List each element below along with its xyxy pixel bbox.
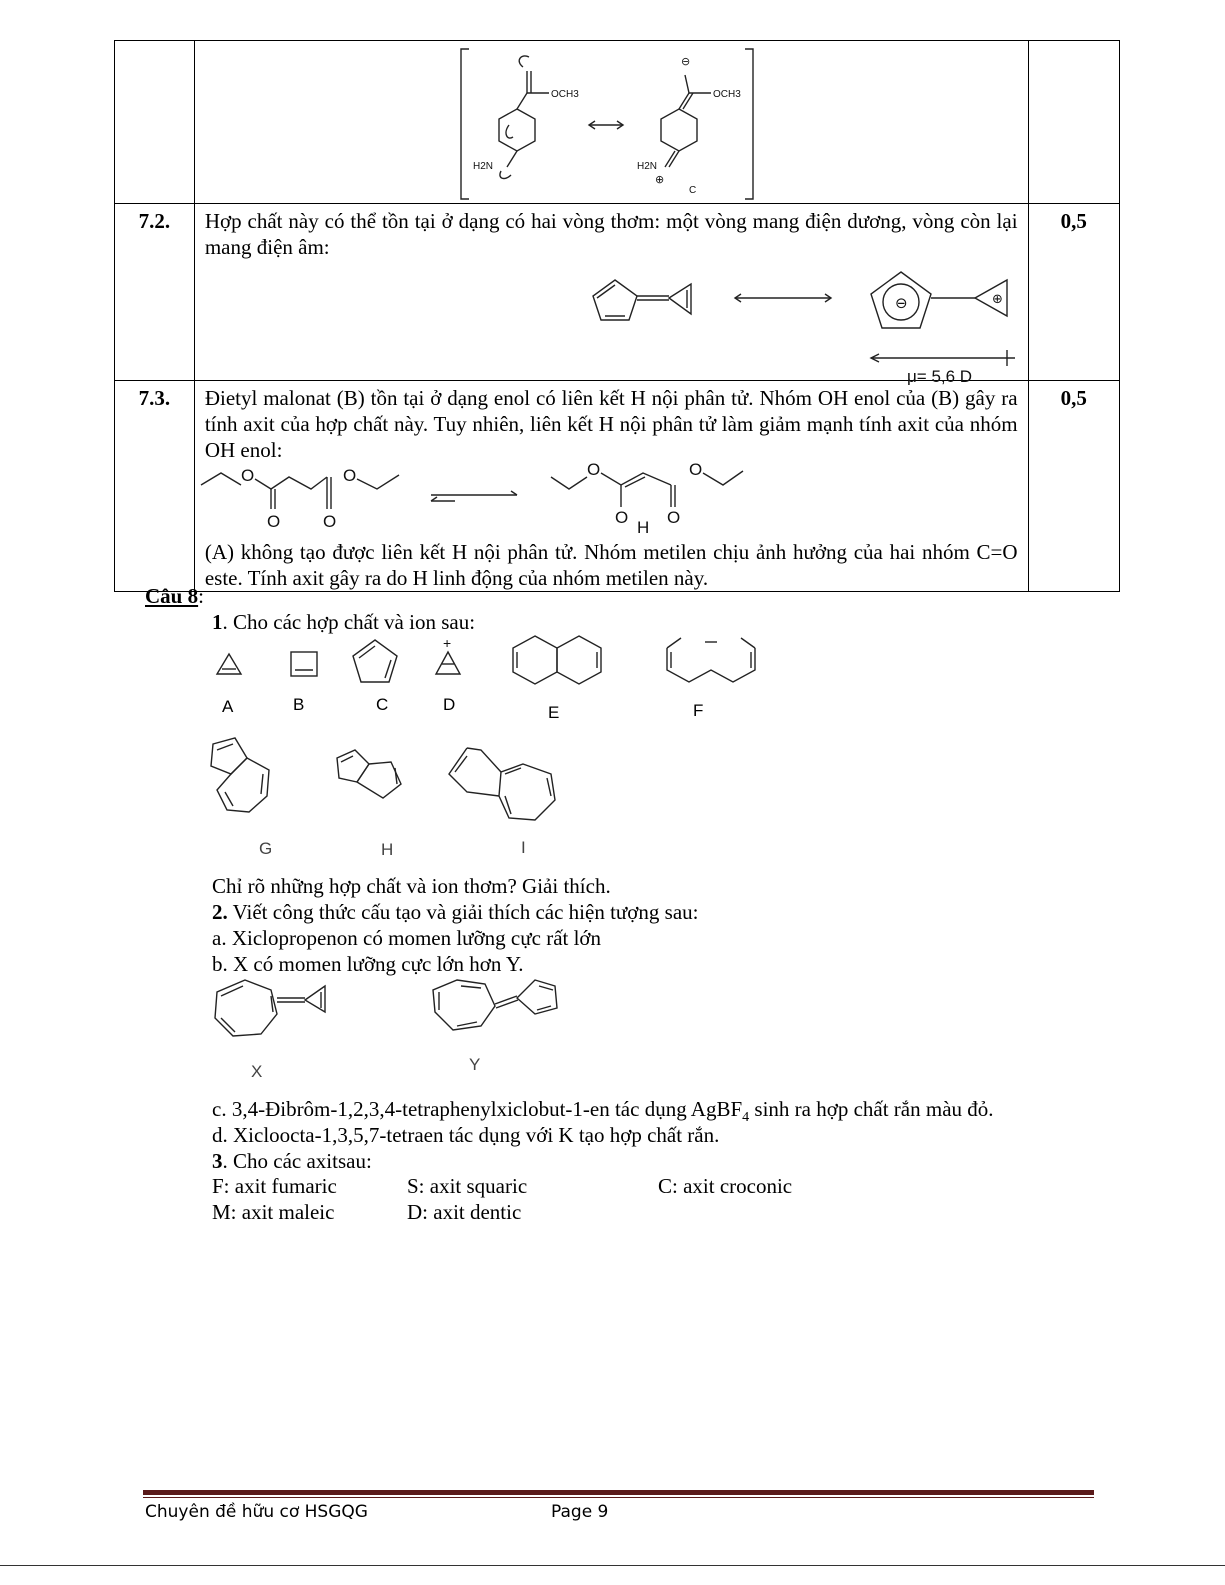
acid-item: D: axit dentic (407, 1200, 522, 1224)
table-row (115, 41, 1120, 204)
table-row (115, 204, 1120, 381)
compound-label-x: X (251, 1062, 263, 1081)
item-c-text: c. 3,4-Đibrôm-1,2,3,4-tetraphenylxiclobut-1-en tác dụng AgBF (212, 1097, 743, 1121)
question-8-colon: : (198, 584, 204, 608)
row-score-cell (1028, 41, 1119, 204)
svg-text:O: O (688, 460, 703, 479)
compound-label-a: A (222, 697, 234, 716)
acid-item: C: axit croconic (658, 1174, 793, 1198)
svg-text:O: O (322, 512, 337, 531)
compounds-a-f-diagram (205, 628, 765, 718)
answer-table (114, 40, 1120, 592)
item-c-subscript: 4 (742, 1110, 750, 1126)
svg-text:O: O (614, 508, 629, 527)
footer-rule-thin (143, 1497, 1094, 1498)
part-1-question: Chỉ rõ những hợp chất và ion thơm? Giải thích. (212, 874, 611, 898)
mol-label-plus: ⊕ (654, 174, 665, 186)
svg-text:O: O (342, 466, 357, 485)
mol-label-c: C (688, 185, 697, 196)
item-b: b. X có momen lưỡng cực lớn hơn Y. (212, 952, 524, 976)
compound-label-h: H (381, 840, 394, 859)
row-number-cell (115, 41, 195, 204)
svg-text:⊕: ⊕ (991, 291, 1003, 306)
part-1-text: . Cho các hợp chất và ion sau: (222, 610, 476, 634)
dipole-moment-label: μ= 5,6 D (906, 367, 972, 386)
mol-label-h2n-right: H2N (636, 161, 657, 172)
page-bottom-edge (0, 1565, 1225, 1566)
row-number-cell: 7.2. (115, 204, 195, 381)
svg-text:O: O (666, 508, 681, 527)
row-text: Hợp chất này có thể tồn tại ở dạng có hai vòng thơm: một vòng mang điện dương, vòng còn lại mang điện âm: (204, 209, 1018, 259)
row-number-cell: 7.3. (115, 381, 195, 592)
mol-label-h2n-left: H2N (472, 161, 493, 172)
row-body-cell (194, 41, 1028, 204)
compound-label-g: G (259, 839, 273, 858)
svg-text:H: H (636, 518, 650, 537)
question-8-heading (145, 583, 204, 609)
dipole-structure-diagram (195, 260, 1026, 386)
part-3-line (212, 1148, 372, 1174)
question-8-title: Câu 8 (145, 584, 199, 608)
footer-rule (143, 1490, 1094, 1495)
svg-text:O: O (586, 460, 601, 479)
item-c-text-end: sinh ra hợp chất rắn màu đỏ. (749, 1097, 994, 1121)
resonance-structure-diagram (457, 41, 757, 204)
compounds-g-i-diagram (205, 734, 565, 834)
compound-label-b: B (293, 695, 305, 714)
acid-item: F: axit fumaric (212, 1174, 337, 1198)
part-3-number: 3 (212, 1149, 223, 1173)
part-2-line (212, 899, 699, 925)
part-2-text: Viết công thức cấu tạo và giải thích các hiện tượng sau: (227, 900, 699, 924)
row-text: Đietyl malonat (B) tồn tại ở dạng enol có liên kết H nội phân tử. Nhóm OH enol của (B) gây ra tính axit của hợp chất này. Tuy nhiên, liên kết H nội phân tử làm giảm mạnh tính axit của nhóm OH enol: (204, 386, 1018, 462)
row-text-2: (A) không tạo được liên kết H nội phân tử. Nhóm metilen chịu ảnh hưởng của hai nhóm C=O este. Tính axit gây ra do H linh động của nhóm metilen này. (204, 540, 1018, 590)
row-score-cell: 0,5 (1028, 381, 1119, 592)
acid-item: S: axit squaric (407, 1174, 528, 1198)
mol-label-minus: ⊖ (680, 56, 691, 68)
compound-label-e: E (548, 703, 560, 722)
footer-page-number: Page 9 (551, 1502, 609, 1522)
mol-label-och3-right: OCH3 (712, 89, 741, 100)
part-3-text: . Cho các axitsau: (222, 1149, 372, 1173)
enol-equilibrium-diagram (195, 460, 1026, 539)
compound-label-d: D (443, 695, 456, 714)
row-body-cell (194, 204, 1028, 386)
compound-label-i: I (521, 838, 526, 857)
svg-text:+: + (443, 635, 452, 651)
footer-title: Chuyên đề hữu cơ HSGQG (145, 1502, 368, 1522)
row-score-cell: 0,5 (1028, 204, 1119, 381)
svg-text:O: O (240, 466, 255, 485)
acid-item: M: axit maleic (212, 1200, 335, 1224)
mol-label-och3-left: OCH3 (550, 89, 579, 100)
svg-text:O: O (266, 512, 281, 531)
svg-text:⊖: ⊖ (894, 295, 908, 312)
compound-label-c: C (376, 695, 389, 714)
compounds-x-y-diagram (205, 976, 565, 1046)
part-2-number: 2. (212, 900, 228, 924)
item-d: d. Xiclooctа-1,3,5,7-tetraen tác dụng với K tạo hợp chất rắn. (212, 1123, 720, 1147)
compound-label-f: F (693, 701, 704, 720)
part-1-number: 1 (212, 610, 223, 634)
compound-label-y: Y (469, 1055, 481, 1074)
row-body-cell (194, 381, 1028, 592)
item-a: a. Xiclopropenon có momen lưỡng cực rất lớn (212, 926, 602, 950)
table-row (115, 381, 1120, 592)
